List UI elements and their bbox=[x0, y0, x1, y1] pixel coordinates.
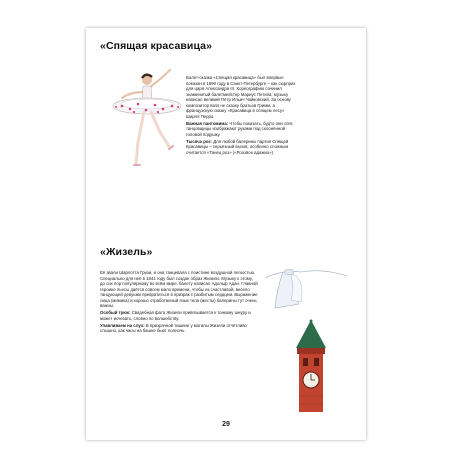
ballerina-illustration bbox=[100, 62, 192, 172]
veil-illustration bbox=[261, 258, 353, 310]
sleeping-beauty-intro: Балет-сказка «Спящая красавица» был впервые показан в 1890 году в Санкт-Петербурге – как сюрприз для царя Александра III. Хореографию сочинил знаменитый балетмейстер Мариус Петипа; музыку написал великий Пётр Ильич Чайковский. За основу композитор взял не сказку братьев Гримм, а французскую сказку «Красавица в спящем лесу» Шарля Перро. bbox=[186, 75, 296, 119]
pantomime-text: Чтобы показать, будто они спят, танцовщицы изображают руками под склонённой головой подушку. bbox=[186, 120, 294, 137]
roses-text: Для любой балерины партия Спящей Красавицы – серьёзный вызов; особенно сложным считается «Танец роз» («Розовое адажио»). bbox=[186, 138, 289, 155]
giselle-title: «Жизель» bbox=[100, 246, 153, 258]
page-number: 29 bbox=[222, 421, 230, 428]
giselle-intro: Её звали Шарлотта Гризи, и она танцевала с поистине воздушной легкостью. Специально для неё в 1841 году был создан образ Жизели. Музыку к этому, до сих пор популярному во всём мире, балету написал Адольф Адан. Главной героине пьесы даётся совсем мало времени, чтобы из счастливой, весело танцующей девушки превратиться в призрак с разбитым сердцем. Выражение лица (мимика) и хорошо отработанный язык тела (жесты) балерины тут очень важны. bbox=[100, 270, 258, 308]
listen-text: В призрачной тишине у могилы Жизели отчётливо слышно, как часы на башне бьют полночь. bbox=[100, 322, 247, 334]
pantomime-paragraph bbox=[186, 121, 296, 138]
sleeping-beauty-text bbox=[186, 75, 296, 157]
sleeping-beauty-title: «Спящая красавица» bbox=[100, 40, 213, 52]
clock-tower-illustration bbox=[282, 318, 340, 414]
listen-paragraph bbox=[100, 323, 258, 334]
roses-label: Тысяча роз: bbox=[186, 138, 212, 144]
trick-text: Свадебная фата Жизели привязывается к тонкому шнуру и может исчезать, словно по волшебству. bbox=[100, 310, 251, 321]
trick-paragraph bbox=[100, 310, 258, 321]
listen-label: Упавливаем на слух: bbox=[100, 322, 145, 328]
pantomime-label: Важная пантомима: bbox=[186, 120, 229, 126]
giselle-text bbox=[100, 270, 258, 335]
trick-label: Особый трюк: bbox=[100, 310, 131, 316]
book-page bbox=[86, 28, 366, 440]
roses-paragraph bbox=[186, 139, 296, 156]
